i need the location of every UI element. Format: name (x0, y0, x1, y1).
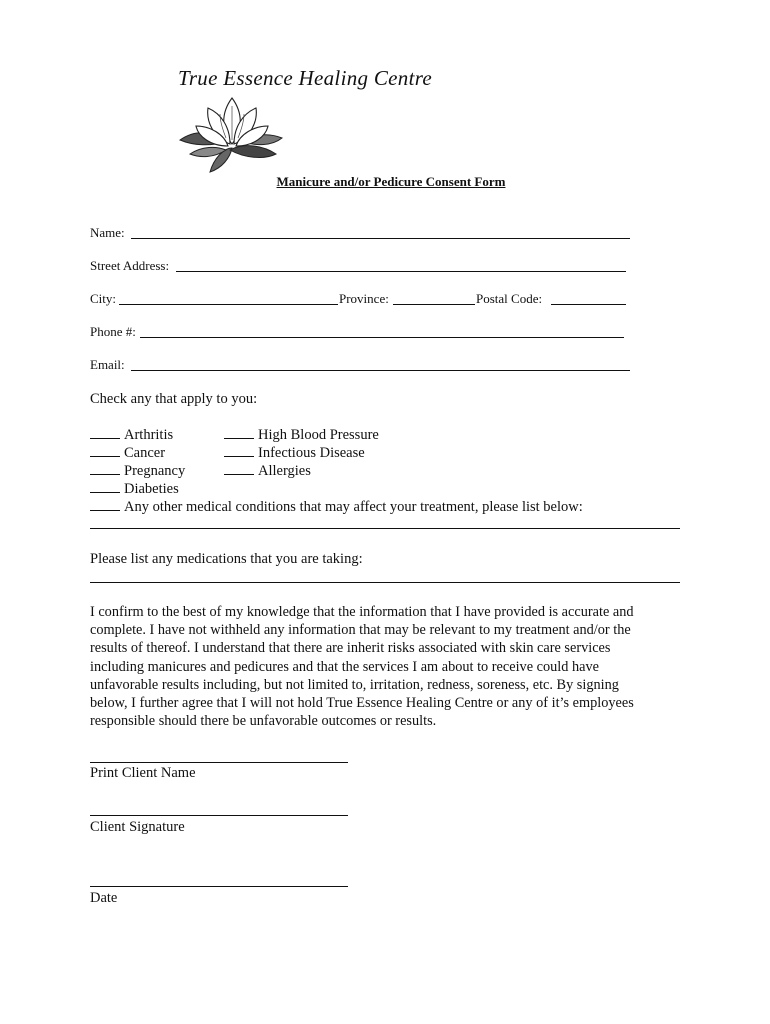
city-label: City: (90, 291, 117, 306)
condition-high-blood-pressure[interactable]: High Blood Pressure (224, 426, 379, 444)
medications-line[interactable] (90, 582, 680, 583)
province-label: Province: (339, 291, 389, 306)
consent-paragraph (90, 603, 690, 730)
consent-line: below, I further agree that I will not hold True Essence Healing Centre or any of it’s employees (90, 695, 634, 712)
condition-infectious-disease[interactable]: Infectious Disease (224, 444, 365, 462)
checkbox-blank[interactable] (90, 498, 120, 511)
checkbox-blank[interactable] (224, 426, 254, 439)
phone-label: Phone #: (90, 324, 136, 339)
condition-cancer[interactable]: Cancer (90, 444, 165, 462)
name-field[interactable] (131, 238, 630, 239)
date-line[interactable] (90, 886, 348, 887)
checkbox-blank[interactable] (90, 426, 120, 439)
lotus-logo-icon (172, 92, 292, 174)
consent-line: including manicures and pedicures and that the services I am about to receive could have (90, 658, 599, 675)
condition-arthritis[interactable]: Arthritis (90, 426, 173, 444)
checkbox-blank[interactable] (90, 480, 120, 493)
consent-line: responsible should there be unfavorable outcomes or results. (90, 713, 437, 730)
centre-name: True Essence Healing Centre (178, 66, 433, 90)
date-label: Date (90, 890, 118, 906)
province-field[interactable] (393, 304, 475, 305)
checkbox-blank[interactable] (90, 444, 120, 457)
checkbox-blank[interactable] (224, 444, 254, 457)
other-conditions-line[interactable] (90, 528, 680, 529)
signature-line[interactable] (90, 815, 348, 816)
name-label: Name: (90, 225, 125, 240)
consent-line: unfavorable results including, but not limited to, irritation, redness, soreness, etc. By signing (90, 676, 619, 693)
condition-allergies[interactable]: Allergies (224, 462, 311, 480)
consent-line: results of thereof. I understand that there are inherit risks associated with skin care services (90, 640, 611, 657)
email-label: Email: (90, 357, 125, 372)
consent-line: complete. I have not withheld any information that may be relevant to my treatment and/or the (90, 622, 631, 639)
print-name-label: Print Client Name (90, 765, 196, 781)
print-name-line[interactable] (90, 762, 348, 763)
conditions-heading: Check any that apply to you: (90, 391, 258, 407)
condition-pregnancy[interactable]: Pregnancy (90, 462, 185, 480)
checkbox-blank[interactable] (224, 462, 254, 475)
phone-field[interactable] (140, 337, 624, 338)
medications-heading: Please list any medications that you are taking: (90, 551, 363, 567)
consent-line: I confirm to the best of my knowledge that the information that I have provided is accurate and (90, 604, 634, 620)
checkbox-blank[interactable] (90, 462, 120, 475)
street-address-label: Street Address: (90, 258, 170, 273)
street-address-field[interactable] (176, 271, 626, 272)
postal-code-label: Postal Code: (476, 291, 543, 306)
form-title: Manicure and/or Pedicure Consent Form (276, 174, 506, 189)
signature-label: Client Signature (90, 819, 185, 835)
city-field[interactable] (119, 304, 338, 305)
condition-other[interactable]: Any other medical conditions that may affect your treatment, please list below: (90, 498, 583, 516)
email-field[interactable] (131, 370, 630, 371)
postal-code-field[interactable] (551, 304, 626, 305)
condition-diabeties[interactable]: Diabeties (90, 480, 179, 498)
